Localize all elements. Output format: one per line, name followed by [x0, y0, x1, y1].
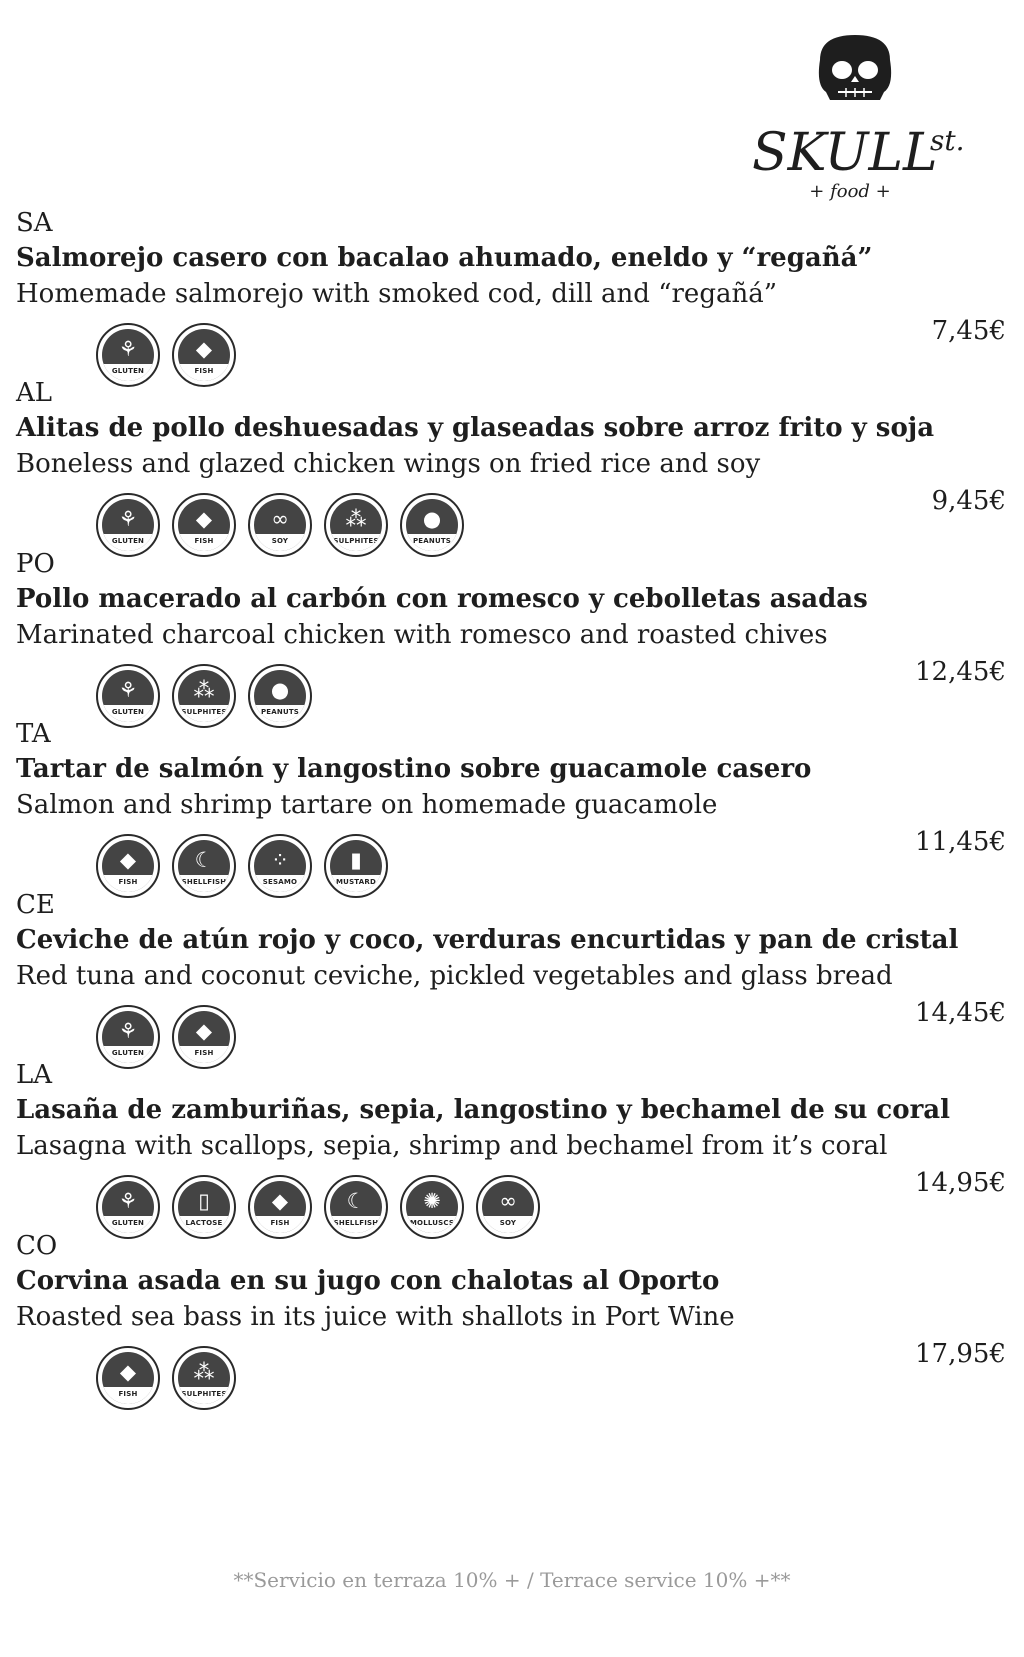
- fish-icon: ◆: [119, 848, 137, 872]
- allergen-label: FISH: [178, 534, 230, 551]
- allergen-label: LACTOSE: [178, 1216, 230, 1233]
- allergen-label: GLUTEN: [102, 1216, 154, 1233]
- item-code: TA: [16, 719, 51, 749]
- allergen-badge: [476, 1175, 540, 1239]
- item-name-en: Homemade salmorejo with smoked cod, dill and “regañá”: [16, 279, 777, 309]
- item-code: LA: [16, 1060, 53, 1090]
- brand-name: SKULL: [752, 123, 938, 183]
- item-name-es: Tartar de salmón y langostino sobre guacamole casero: [16, 754, 812, 784]
- menu-item: [16, 1231, 1006, 1411]
- item-price: 12,45€: [915, 657, 1006, 687]
- allergen-label: PEANUTS: [254, 705, 306, 722]
- item-code: CE: [16, 890, 55, 920]
- menu-item: [16, 549, 1006, 729]
- item-price: 9,45€: [931, 486, 1006, 516]
- allergen-label: PEANUTS: [406, 534, 458, 551]
- item-code: PO: [16, 549, 55, 579]
- item-code: SA: [16, 208, 53, 238]
- allergen-badge: [324, 1175, 388, 1239]
- sesame-icon: ⁘: [271, 848, 289, 872]
- wheat-icon: ⚘: [118, 1189, 138, 1213]
- allergen-badge: [172, 834, 236, 898]
- item-name-es: Corvina asada en su jugo con chalotas al Oporto: [16, 1266, 720, 1296]
- item-price: 17,95€: [915, 1339, 1006, 1369]
- item-name-es: Ceviche de atún rojo y coco, verduras encurtidas y pan de cristal: [16, 925, 959, 955]
- allergen-badge: [400, 493, 464, 557]
- allergen-label: SHELLFISH: [330, 1216, 382, 1233]
- menu-item: [16, 890, 1006, 1070]
- peanut-icon: ●: [422, 507, 442, 531]
- allergen-label: FISH: [178, 364, 230, 381]
- wheat-icon: ⚘: [118, 507, 138, 531]
- allergen-label: MOLLUSCS: [406, 1216, 458, 1233]
- item-name-en: Red tuna and coconut ceviche, pickled vegetables and glass bread: [16, 961, 893, 991]
- wheat-icon: ⚘: [118, 1019, 138, 1043]
- shrimp-icon: ☾: [194, 848, 214, 872]
- allergen-label: GLUTEN: [102, 534, 154, 551]
- fish-icon: ◆: [195, 1019, 213, 1043]
- allergen-badge: [248, 834, 312, 898]
- item-price: 14,95€: [915, 1168, 1006, 1198]
- peanut-icon: ●: [270, 678, 290, 702]
- allergen-label: SULPHITES: [178, 1387, 230, 1404]
- allergen-badge: [96, 834, 160, 898]
- allergen-label: FISH: [178, 1046, 230, 1063]
- wheat-icon: ⚘: [118, 337, 138, 361]
- shrimp-icon: ☾: [346, 1189, 366, 1213]
- item-name-es: Salmorejo casero con bacalao ahumado, eneldo y “regañá”: [16, 243, 873, 273]
- brand-logo: [750, 30, 1000, 220]
- allergen-badge: [324, 834, 388, 898]
- item-name-es: Lasaña de zamburiñas, sepia, langostino y bechamel de su coral: [16, 1095, 951, 1125]
- fish-icon: ◆: [119, 1360, 137, 1384]
- menu-item: [16, 1060, 1006, 1240]
- allergen-badge: [96, 1346, 160, 1410]
- item-name-es: Pollo macerado al carbón con romesco y cebolletas asadas: [16, 584, 868, 614]
- item-name-en: Salmon and shrimp tartare on homemade guacamole: [16, 790, 718, 820]
- item-code: CO: [16, 1231, 58, 1261]
- menu-item: [16, 208, 1006, 388]
- allergen-label: GLUTEN: [102, 1046, 154, 1063]
- sulphites-icon: ⁂: [345, 507, 367, 531]
- shell-icon: ✺: [423, 1189, 441, 1213]
- allergen-label: SULPHITES: [178, 705, 230, 722]
- allergen-badge: [248, 493, 312, 557]
- brand-tagline: + food +: [809, 181, 891, 202]
- allergen-label: SOY: [482, 1216, 534, 1233]
- sulphites-icon: ⁂: [193, 1360, 215, 1384]
- allergen-badge: [96, 1175, 160, 1239]
- allergen-badge: [248, 1175, 312, 1239]
- item-price: 7,45€: [931, 316, 1006, 346]
- allergen-badge: [172, 1346, 236, 1410]
- menu-item: [16, 719, 1006, 899]
- item-price: 14,45€: [915, 998, 1006, 1028]
- allergen-label: FISH: [102, 875, 154, 892]
- skull-logo-icon: [750, 30, 1000, 220]
- item-name-es: Alitas de pollo deshuesadas y glaseadas sobre arroz frito y soja: [16, 413, 935, 443]
- allergen-badge: [172, 1175, 236, 1239]
- item-name-en: Marinated charcoal chicken with romesco and roasted chives: [16, 620, 828, 650]
- allergen-badge: [96, 493, 160, 557]
- menu-item: [16, 378, 1006, 558]
- allergen-label: SHELLFISH: [178, 875, 230, 892]
- item-price: 11,45€: [915, 827, 1006, 857]
- footer-note: **Servicio en terraza 10% + / Terrace service 10% +**: [233, 1568, 791, 1592]
- fish-icon: ◆: [271, 1189, 289, 1213]
- brand-suffix: st.: [930, 124, 965, 157]
- allergen-badge: [324, 493, 388, 557]
- soy-icon: ∞: [271, 507, 289, 531]
- allergen-label: SULPHITES: [330, 534, 382, 551]
- item-name-en: Roasted sea bass in its juice with shallots in Port Wine: [16, 1302, 735, 1332]
- fish-icon: ◆: [195, 337, 213, 361]
- fish-icon: ◆: [195, 507, 213, 531]
- soy-icon: ∞: [499, 1189, 517, 1213]
- allergen-label: SOY: [254, 534, 306, 551]
- allergen-label: FISH: [254, 1216, 306, 1233]
- allergen-badge: [172, 493, 236, 557]
- sulphites-icon: ⁂: [193, 678, 215, 702]
- mustard-icon: ▮: [350, 848, 362, 872]
- allergen-label: SESAMO: [254, 875, 306, 892]
- allergen-label: MUSTARD: [330, 875, 382, 892]
- item-code: AL: [16, 378, 53, 408]
- milk-icon: ▯: [198, 1189, 210, 1213]
- allergen-badge: [400, 1175, 464, 1239]
- allergen-label: GLUTEN: [102, 364, 154, 381]
- item-name-en: Boneless and glazed chicken wings on fried rice and soy: [16, 449, 761, 479]
- wheat-icon: ⚘: [118, 678, 138, 702]
- allergen-list: [96, 1346, 236, 1418]
- item-name-en: Lasagna with scallops, sepia, shrimp and bechamel from it’s coral: [16, 1131, 888, 1161]
- allergen-label: FISH: [102, 1387, 154, 1404]
- allergen-label: GLUTEN: [102, 705, 154, 722]
